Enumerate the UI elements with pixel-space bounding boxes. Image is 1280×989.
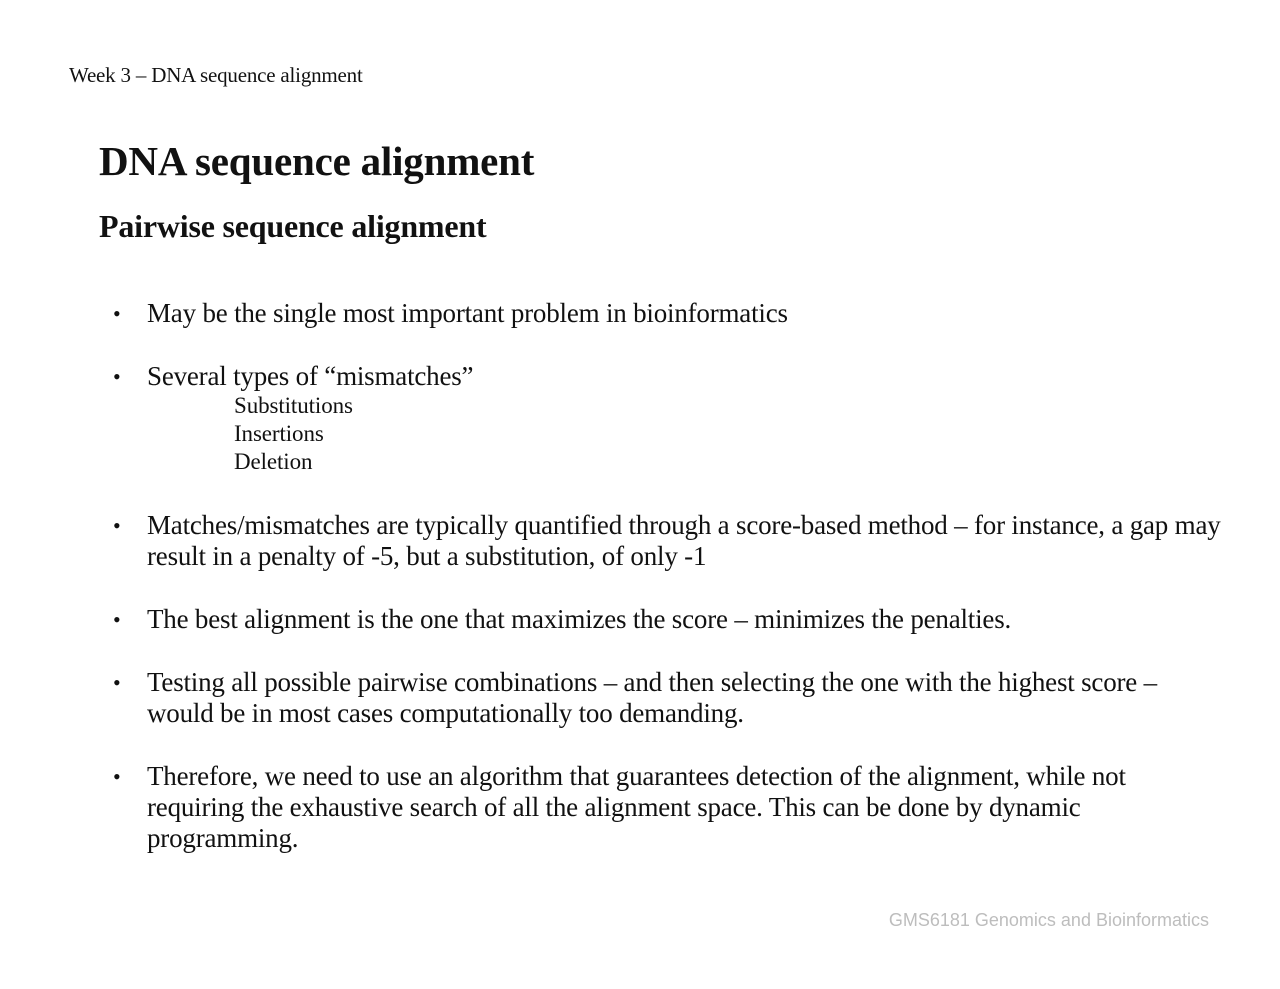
bullet-item [113,761,1223,854]
bullet-icon: • [113,764,121,789]
bullet-text: Testing all possible pairwise combinations – and then selecting the one with the highest score – would be in most cases computationally too demanding. [147,667,1157,728]
bullet-text: Several types of “mismatches” [147,361,474,391]
mismatch-type-item: Insertions [234,421,324,446]
bullet-icon: • [113,301,121,326]
bullet-item [113,361,1223,476]
bullet-text: Therefore, we need to use an algorithm that guarantees detection of the alignment, while not requiring the exhaustive search of all the alignment space. This can be done by dynamic programming. [147,761,1126,853]
footer-label: GMS6181 Genomics and Bioinformatics [888,910,1209,930]
header-label: Week 3 – DNA sequence alignment [69,63,363,87]
bullet-icon: • [113,670,121,695]
slide-title: DNA sequence alignment [99,138,535,184]
bullet-item [113,667,1223,729]
bullet-item [113,604,1223,635]
mismatch-type-item: Substitutions [234,393,353,418]
bullet-text: Matches/mismatches are typically quantified through a score-based method – for instance, a gap may result in a penalty of -5, but a substitution, of only -1 [147,510,1221,571]
bullet-icon: • [113,513,121,538]
bullet-text: May be the single most important problem in bioinformatics [147,298,788,328]
bullet-item [113,510,1223,572]
bullet-icon: • [113,607,121,632]
bullet-text: The best alignment is the one that maximizes the score – minimizes the penalties. [147,604,1012,634]
bullet-item [113,298,1223,329]
slide-subtitle: Pairwise sequence alignment [99,208,487,244]
mismatch-type-item: Deletion [234,449,313,474]
bullet-icon: • [113,364,121,389]
bullet-list [113,298,1223,886]
mismatch-type-list [147,392,1223,476]
